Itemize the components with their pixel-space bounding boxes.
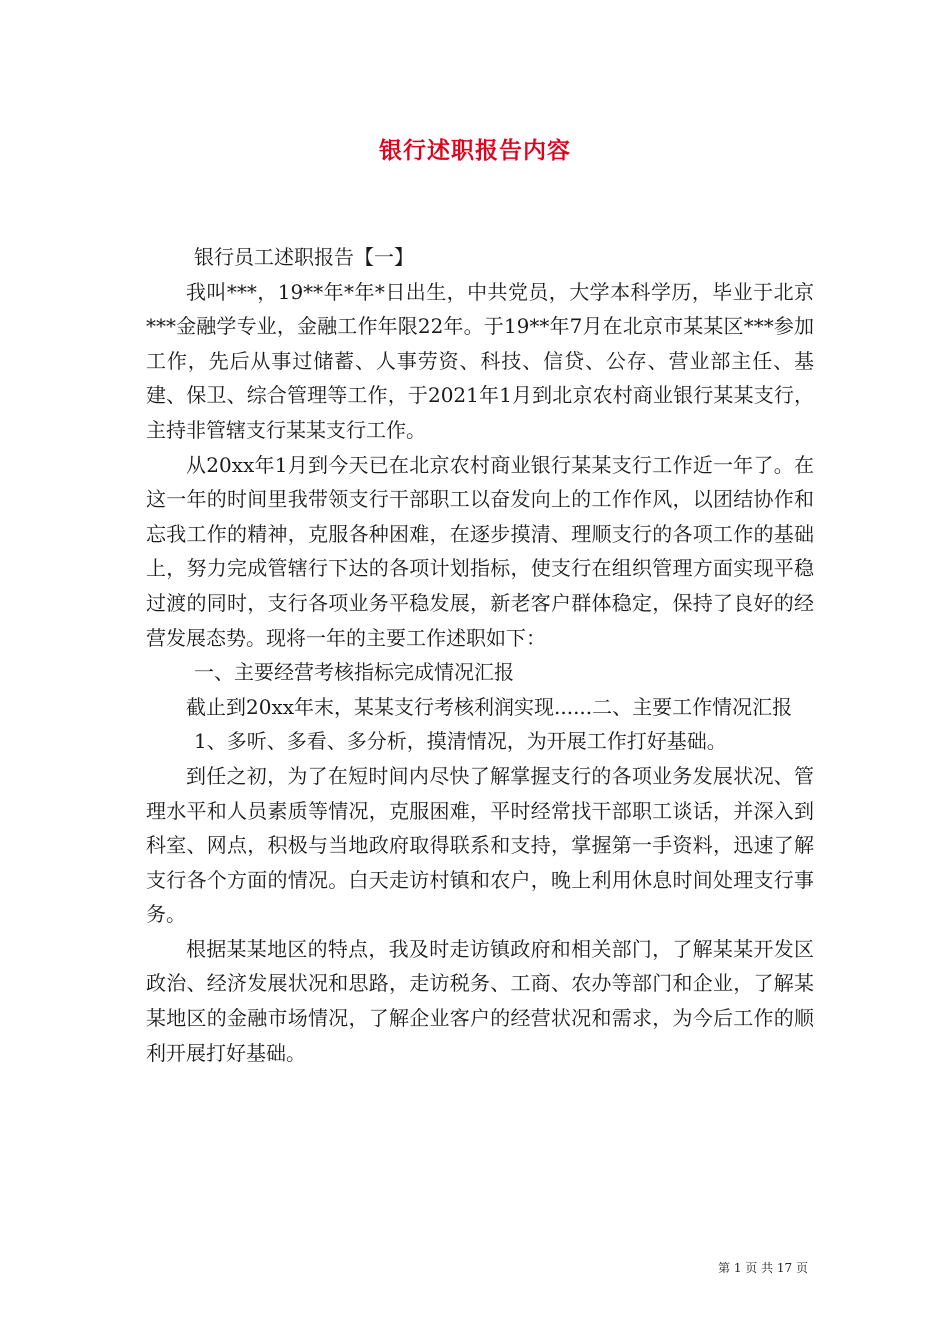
paragraph: 截止到20xx年末，某某支行考核利润实现......二、主要工作情况汇报 — [186, 694, 793, 719]
paragraph: 我叫***，19**年*年*日出生，中共党员，大学本科学历，毕业于北京***金融学专业，金融工作年限22年。于19**年7月在北京市某某区***参加工作，先后从事过储蓄、人事劳资、科技、信贷、公存、营业部主任、基建、保卫、综合管理等工作，于2021年1月到北京农村商业银行某某支行，主持非管辖支行某某支行工作。 — [146, 279, 814, 442]
section-heading: 1、多听、多看、多分析，摸清情况，为开展工作打好基础。 — [194, 729, 727, 754]
section-heading: 一、主要经营考核指标完成情况汇报 — [194, 660, 514, 685]
document-title: 银行述职报告内容 — [379, 137, 571, 164]
paragraph: 到任之初，为了在短时间内尽快了解掌握支行的各项业务发展状况、管理水平和人员素质等情况，克服困难，平时经常找干部职工谈话，并深入到科室、网点，积极与当地政府取得联系和支持，掌握第一手资料，迅速了解支行各个方面的情况。白天走访村镇和农户，晚上利用休息时间处理支行事务。 — [146, 763, 814, 927]
paragraph: 从20xx年1月到今天已在北京农村商业银行某某支行工作近一年了。在这一年的时间里我带领支行干部职工以奋发向上的工作作风，以团结协作和忘我工作的精神，克服各种困难，在逐步摸清、理顺支行的各项工作的基础上，努力完成管辖行下达的各项计划指标，使支行在组织管理方面实现平稳过渡的同时，支行各项业务平稳发展，新老客户群体稳定，保持了良好的经营发展态势。现将一年的主要工作述职如下： — [146, 452, 814, 650]
section-heading: 银行员工述职报告【一】 — [194, 245, 414, 269]
document-body — [146, 240, 814, 1070]
page-footer: 第 1 页 共 17 页 — [718, 1261, 808, 1275]
paragraph: 根据某某地区的特点，我及时走访镇政府和相关部门，了解某某开发区政治、经济发展状况和思路，走访税务、工商、农办等部门和企业，了解某某地区的金融市场情况，了解企业客户的经营状况和需求，为今后工作的顺利开展打好基础。 — [146, 936, 814, 1065]
